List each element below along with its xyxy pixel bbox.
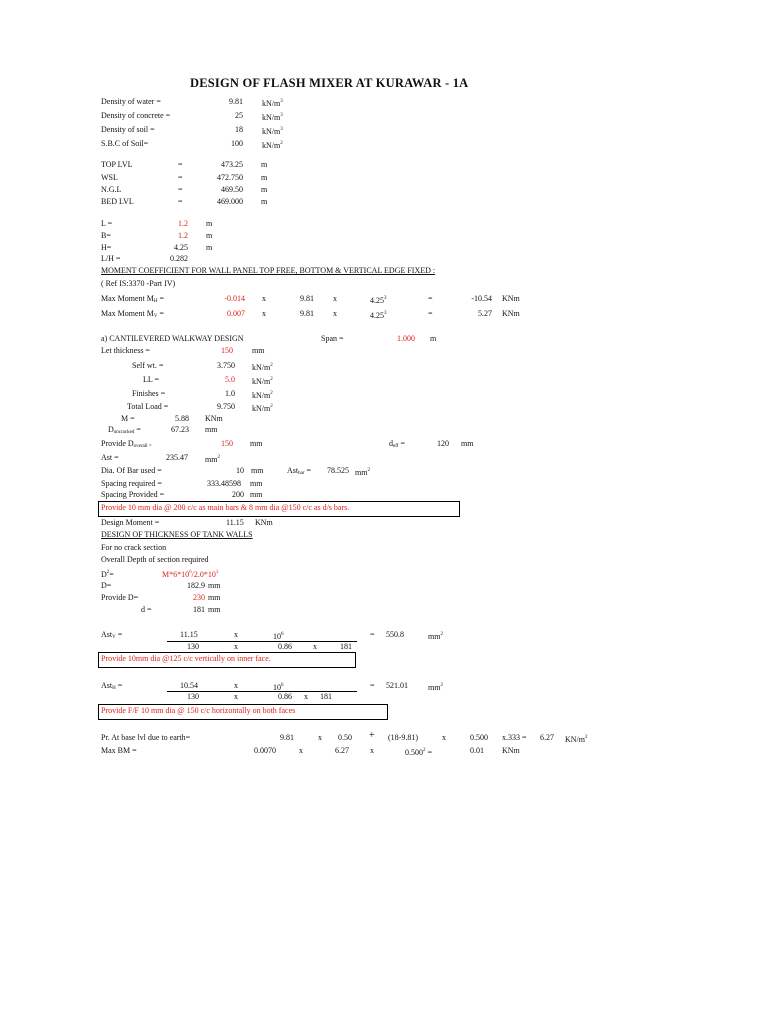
dim-value: 0.282 [170, 254, 188, 263]
d-value: 182.9 [187, 581, 205, 590]
pressure-label: Pr. At base lvl due to earth= [101, 733, 191, 742]
dia-value: 10 [236, 466, 244, 475]
walkway-heading: a) CANTILEVERED WALKWAY DESIGN [101, 334, 244, 343]
ast-unit: $mm^2$ [205, 455, 220, 464]
d-uncracked-unit: mm [205, 425, 218, 434]
level-value: 469.50 [221, 185, 243, 194]
moment-result: 5.27 [478, 309, 492, 318]
moment-density: 9.81 [300, 294, 314, 303]
load-label: Finishes = [132, 389, 166, 398]
d-label: D= [101, 581, 112, 590]
d-uncracked-label: $D_{uncracked}$ = [108, 425, 141, 435]
prop-label: Density of soil = [101, 125, 155, 134]
provide-d-unit: mm [250, 439, 263, 448]
prop-unit: $kN/m^3$ [262, 113, 283, 122]
dim-value: 1.2 [178, 219, 188, 228]
span-label: Span = [321, 334, 344, 343]
design-moment-value: 11.15 [226, 518, 244, 527]
thickness-unit: mm [252, 346, 265, 355]
provide-d2-value: 230 [193, 593, 205, 602]
ast-label: Ast = [101, 453, 119, 462]
dim-label: H= [101, 243, 112, 252]
spacing-provided-label: Spacing Provided = [101, 490, 165, 499]
d-squared-label: $D^2=$ [101, 570, 114, 579]
walkway-note: Provide 10 mm dia @ 200 c/c as main bars & 8 mm dia @150 c/c as d/s bars. [101, 503, 350, 512]
moment-heading: MOMENT COEFFICIENT FOR WALL PANEL TOP FREE, BOTTOM & VERTICAL EDGE FIXED : [101, 266, 436, 275]
astv-label: Ast$_V$ = [101, 630, 123, 640]
load-unit: $kN/m^2$ [252, 404, 273, 413]
astv-note: Provide 10mm dia @125 c/c vertically on inner face. [101, 654, 271, 663]
eff-depth-unit: mm [208, 605, 221, 614]
dim-value: 4.25 [174, 243, 188, 252]
max-bm-value: 6.27 [335, 746, 349, 755]
provide-d2-label: Provide D= [101, 593, 139, 602]
times-sign: x [299, 746, 303, 755]
span-unit: m [430, 334, 437, 343]
level-unit: m [261, 160, 268, 169]
level-eq: = [178, 173, 183, 182]
astv-power: $10^6$ [273, 632, 284, 641]
astv-unit: $mm^2$ [428, 632, 443, 641]
times-sign: x [442, 733, 446, 742]
tank-walls-heading: DESIGN OF THICKNESS OF TANK WALLS [101, 530, 253, 539]
moment-ref: ( Ref IS:3370 -Part IV) [101, 279, 176, 288]
times-sign: x [370, 746, 374, 755]
equals-sign: = [370, 630, 375, 639]
load-label: Total Load = [127, 402, 169, 411]
asth-note: Provide F/F 10 mm dia @ 150 c/c horizontally on both faces [101, 706, 296, 715]
level-label: N.G.L [101, 185, 122, 194]
prop-label: Density of water = [101, 97, 161, 106]
load-value: 3.750 [217, 361, 235, 370]
moment-height: 4.25$^3$ [370, 311, 387, 320]
provide-d-label: Provide $D_{overall =}$ [101, 439, 152, 449]
prop-unit: $kN/m^3$ [262, 99, 283, 108]
dim-label: B= [101, 231, 111, 240]
asth-power: $10^6$ [273, 683, 284, 692]
m-label: M = [121, 414, 135, 423]
spacing-provided-unit: mm [250, 490, 263, 499]
moment-unit: KNm [502, 294, 520, 303]
pressure-value: 0.500 [470, 733, 488, 742]
times-sign: x [318, 733, 322, 742]
pressure-result: 6.27 [540, 733, 554, 742]
spacing-provided-value: 200 [232, 490, 244, 499]
times-sign: x [234, 681, 238, 690]
design-moment-unit: KNm [255, 518, 273, 527]
level-label: TOP LVL [101, 160, 133, 169]
spacing-required-label: Spacing required = [101, 479, 162, 488]
design-moment-label: Design Moment = [101, 518, 160, 527]
equals-sign: = [370, 681, 375, 690]
level-eq: = [178, 197, 183, 206]
d-squared-formula: $M*6*10^6/2.0*10^3$ [162, 570, 219, 579]
load-value: 9.750 [217, 402, 235, 411]
times-sign: x [333, 294, 337, 303]
astv-den: 130 [187, 642, 199, 651]
span-value: 1.000 [397, 334, 415, 343]
level-value: 473.25 [221, 160, 243, 169]
overall-depth-text: Overall Depth of section required [101, 555, 209, 564]
m-value: 5.88 [175, 414, 189, 423]
astv-result: 550.8 [386, 630, 404, 639]
astv-num: 11.15 [180, 630, 198, 639]
moment-label: Max Moment $M_V$ = [101, 309, 165, 319]
d-eff-unit: mm [461, 439, 474, 448]
dim-unit: m [206, 219, 213, 228]
pressure-unit: $KN/m^2$ [565, 735, 588, 744]
max-bm-result: 0.01 [470, 746, 484, 755]
load-value: 5.0 [225, 375, 235, 384]
level-eq: = [178, 185, 183, 194]
dim-unit: m [206, 243, 213, 252]
d-eff-value: 120 [437, 439, 449, 448]
pressure-value: x.333 = [502, 733, 527, 742]
asth-num: 10.54 [180, 681, 198, 690]
d-unit: mm [208, 581, 221, 590]
moment-coef: 0.007 [227, 309, 245, 318]
times-sign: x [234, 642, 238, 651]
moment-unit: KNm [502, 309, 520, 318]
max-bm-value: 0.500$^2$ = [405, 748, 433, 757]
equals-sign: = [428, 309, 433, 318]
spacing-required-value: 333.48598 [207, 479, 241, 488]
asth-unit: $mm^2$ [428, 683, 443, 692]
times-sign: x [333, 309, 337, 318]
max-bm-label: Max BM = [101, 746, 137, 755]
ast-bar-label: Ast$_{bar}$ = [287, 466, 312, 476]
moment-coef: -0.014 [224, 294, 245, 303]
load-unit: $kN/m^2$ [252, 391, 273, 400]
pressure-value: (18-9.81) [388, 733, 418, 742]
level-label: WSL [101, 173, 118, 182]
level-label: BED LVL [101, 197, 134, 206]
pressure-value: 9.81 [280, 733, 294, 742]
level-unit: m [261, 197, 268, 206]
asth-label: Ast$_H$ = [101, 681, 123, 691]
moment-label: Max Moment $M_H$ = [101, 294, 165, 304]
no-crack-text: For no crack section [101, 543, 167, 552]
dim-unit: m [206, 231, 213, 240]
level-value: 469.000 [217, 197, 243, 206]
prop-value: 18 [235, 125, 243, 134]
ast-value: 235.47 [166, 453, 188, 462]
times-sign: x [234, 692, 238, 701]
m-unit: KNm [205, 414, 223, 423]
ast-bar-value: 78.525 [327, 466, 349, 475]
prop-label: Density of concrete = [101, 111, 171, 120]
page-title: DESIGN OF FLASH MIXER AT KURAWAR - 1A [190, 76, 469, 90]
level-value: 472.750 [217, 173, 243, 182]
max-bm-unit: KNm [502, 746, 520, 755]
prop-value: 9.81 [229, 97, 243, 106]
d-eff-label: $d_{eff}$ = [389, 439, 405, 449]
times-sign: x [313, 642, 317, 651]
max-bm-value: 0.0070 [254, 746, 276, 755]
eff-depth-label: d = [141, 605, 152, 614]
ast-bar-unit: $mm^2$ [355, 468, 370, 477]
prop-value: 100 [231, 139, 243, 148]
times-sign: x [304, 692, 308, 701]
asth-result: 521.01 [386, 681, 408, 690]
load-label: LL = [143, 375, 159, 384]
asth-den: 181 [320, 692, 332, 701]
astv-den: 181 [340, 642, 352, 651]
eff-depth-value: 181 [193, 605, 205, 614]
times-sign: x [262, 294, 266, 303]
prop-value: 25 [235, 111, 243, 120]
d-uncracked-value: 67.23 [171, 425, 189, 434]
load-label: Self wt. = [132, 361, 164, 370]
level-eq: = [178, 160, 183, 169]
provide-d2-unit: mm [208, 593, 221, 602]
load-unit: $kN/m^2$ [252, 377, 273, 386]
dim-label: L/H = [101, 254, 121, 263]
dia-unit: mm [251, 466, 264, 475]
asth-den: 0.86 [278, 692, 292, 701]
dia-label: Dia. Of Bar used = [101, 466, 162, 475]
equals-sign: = [428, 294, 433, 303]
level-unit: m [261, 185, 268, 194]
thickness-value: 150 [221, 346, 233, 355]
astv-den: 0.86 [278, 642, 292, 651]
plus-sign: + [369, 730, 375, 741]
prop-unit: $kN/m^2$ [262, 141, 283, 150]
asth-den: 130 [187, 692, 199, 701]
pressure-value: 0.50 [338, 733, 352, 742]
prop-unit: $kN/m^3$ [262, 127, 283, 136]
level-unit: m [261, 173, 268, 182]
thickness-label: Let thickness = [101, 346, 150, 355]
moment-result: -10.54 [471, 294, 492, 303]
moment-density: 9.81 [300, 309, 314, 318]
dim-value: 1.2 [178, 231, 188, 240]
moment-height: 4.25$^3$ [370, 296, 387, 305]
load-value: 1.0 [225, 389, 235, 398]
dim-label: L = [101, 219, 113, 228]
spacing-required-unit: mm [250, 479, 263, 488]
provide-d-value: 150 [221, 439, 233, 448]
load-unit: $kN/m^2$ [252, 363, 273, 372]
prop-label: S.B.C of Soil= [101, 139, 149, 148]
times-sign: x [262, 309, 266, 318]
times-sign: x [234, 630, 238, 639]
